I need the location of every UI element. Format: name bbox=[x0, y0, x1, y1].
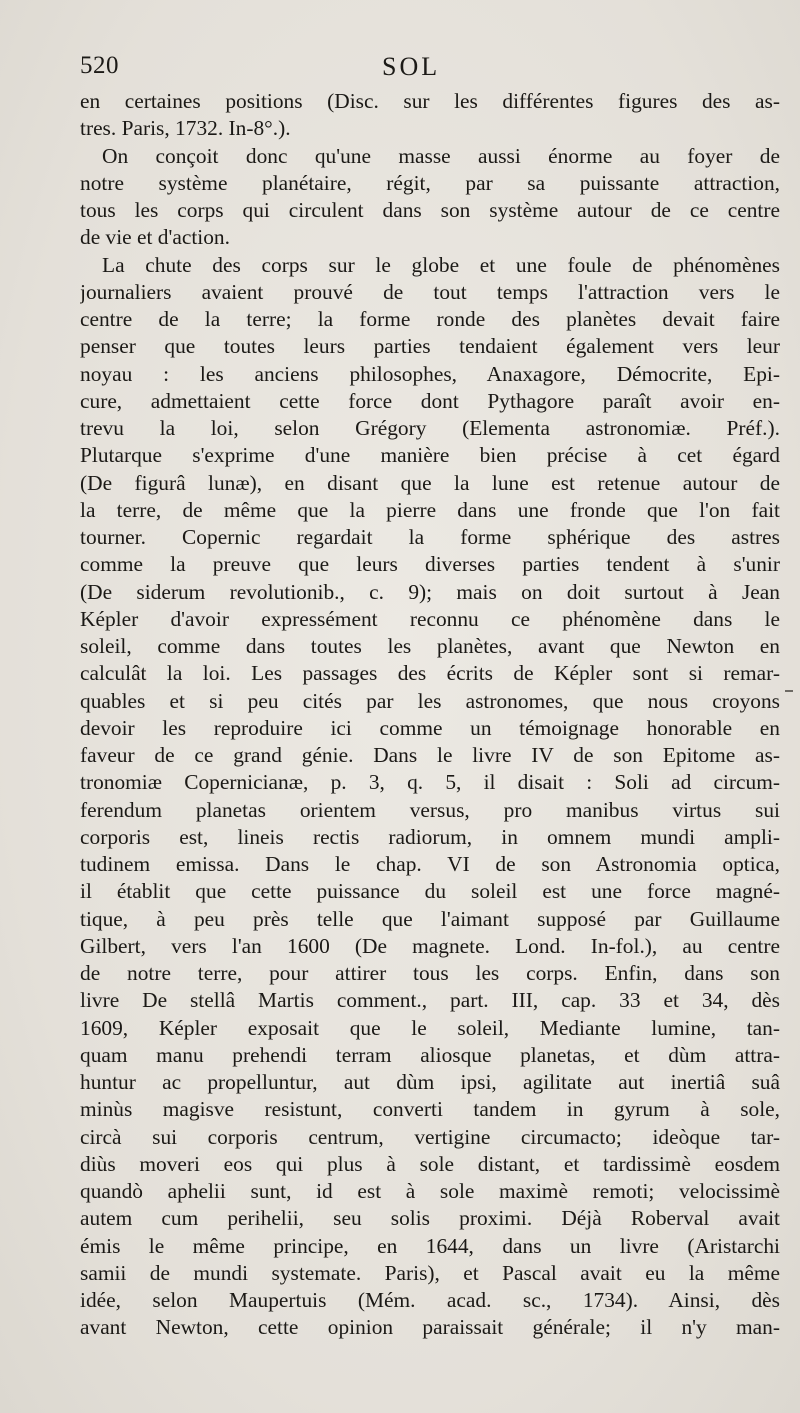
text-line: La chute des corps sur le globe et une foule de phénomènes bbox=[102, 252, 780, 277]
text-line: la terre, de même que la pierre dans une fronde que l'on fait bbox=[80, 497, 780, 522]
text-line: faveur de ce grand génie. Dans le livre IV de son Epitome as- bbox=[80, 743, 780, 767]
body-text bbox=[80, 88, 780, 1342]
text-line: minùs magisve resistunt, converti tandem in gyrum à sole, bbox=[80, 1097, 780, 1122]
text-line: de vie et d'action. bbox=[80, 225, 230, 250]
text-line: autem cum perihelii, seu solis proximi. Déjà Roberval avait bbox=[80, 1206, 780, 1231]
text-line: trevu la loi, selon Grégory (Elementa astronomiæ. Préf.). bbox=[80, 416, 780, 440]
text-line: centre de la terre; la forme ronde des planètes devait faire bbox=[80, 307, 780, 331]
text-line: tres. Paris, 1732. In-8°.). bbox=[80, 116, 291, 141]
text-line: circà sui corporis centrum, vertigine circumacto; ideòque tar- bbox=[80, 1124, 780, 1149]
text-line: samii de mundi systemate. Paris), et Pascal avait eu la même bbox=[80, 1260, 780, 1285]
text-line: On conçoit donc qu'une masse aussi énorme au foyer de bbox=[102, 143, 780, 168]
text-line: idée, selon Maupertuis (Mém. acad. sc., 1734). Ainsi, dès bbox=[80, 1288, 780, 1312]
text-line: il établit que cette puissance du soleil est une force magné- bbox=[80, 879, 780, 904]
paragraph-3 bbox=[80, 252, 780, 1342]
text-line: diùs moveri eos qui plus à sole distant, et tardissimè eosdem bbox=[80, 1151, 780, 1176]
text-line: tous les corps qui circulent dans son système autour de ce centre bbox=[80, 198, 780, 222]
text-line: quandò aphelii sunt, id est à sole maximè remoti; velocissimè bbox=[80, 1179, 780, 1203]
text-line: émis le même principe, en 1644, dans un livre (Aristarchi bbox=[80, 1233, 780, 1258]
text-line: (De figurâ lunæ), en disant que la lune est retenue autour de bbox=[80, 470, 780, 495]
paragraph-2 bbox=[80, 143, 780, 252]
text-line: en certaines positions (Disc. sur les différentes figures des as- bbox=[80, 89, 780, 113]
text-line: huntur ac propelluntur, aut dùm ipsi, agilitate aut inertiâ suâ bbox=[80, 1070, 780, 1094]
paragraph-1 bbox=[80, 88, 780, 143]
text-line: quam manu prehendi terram aliosque planetas, et dùm attra- bbox=[80, 1042, 780, 1067]
text-line: notre système planétaire, régit, par sa puissante attraction, bbox=[80, 170, 780, 195]
running-title: SOL bbox=[382, 52, 441, 81]
text-line: tique, à peu près telle que l'aimant supposé par Guillaume bbox=[80, 906, 780, 931]
text-line: devoir les reproduire ici comme un témoignage honorable en bbox=[80, 715, 780, 740]
text-line: quables et si peu cités par les astronomes, que nous croyons bbox=[80, 688, 780, 713]
text-line: de notre terre, pour attirer tous les corps. Enfin, dans son bbox=[80, 961, 780, 985]
text-line: journaliers avaient prouvé de tout temps l'attraction vers le bbox=[80, 279, 780, 304]
text-line: Gilbert, vers l'an 1600 (De magnete. Lond. In-fol.), au centre bbox=[80, 933, 780, 958]
text-line: Plutarque s'exprime d'une manière bien précise à cet égard bbox=[80, 443, 780, 468]
text-line: noyau : les anciens philosophes, Anaxagore, Démocrite, Epi- bbox=[80, 361, 780, 386]
margin-mark bbox=[785, 690, 793, 692]
text-line: soleil, comme dans toutes les planètes, avant que Newton en bbox=[80, 634, 780, 658]
text-line: tudinem emissa. Dans le chap. VI de son Astronomia optica, bbox=[80, 852, 780, 876]
text-line: 1609, Képler exposait que le soleil, Mediante lumine, tan- bbox=[80, 1015, 780, 1040]
text-line: tourner. Copernic regardait la forme sphérique des astres bbox=[80, 525, 780, 549]
running-head bbox=[80, 52, 780, 88]
text-line: comme la preuve que leurs diverses parties tendent à s'unir bbox=[80, 552, 780, 577]
text-line: cure, admettaient cette force dont Pythagore paraît avoir en- bbox=[80, 388, 780, 413]
text-line: calculât la loi. Les passages des écrits de Képler sont si remar- bbox=[80, 661, 780, 686]
text-line: livre De stellâ Martis comment., part. III, cap. 33 et 34, dès bbox=[80, 988, 780, 1013]
text-line: corporis est, lineis rectis radiorum, in omnem mundi ampli- bbox=[80, 824, 780, 849]
text-line: tronomiæ Copernicianæ, p. 3, q. 5, il disait : Soli ad circum- bbox=[80, 770, 780, 795]
text-line: avant Newton, cette opinion paraissait générale; il n'y man- bbox=[80, 1315, 780, 1340]
text-line: Képler d'avoir expressément reconnu ce phénomène dans le bbox=[80, 606, 780, 631]
text-line: ferendum planetas orientem versus, pro manibus virtus sui bbox=[80, 797, 780, 822]
page-number: 520 bbox=[80, 52, 119, 79]
text-line: penser que toutes leurs parties tendaient également vers leur bbox=[80, 334, 780, 359]
text-line: (De siderum revolutionib., c. 9); mais on doit surtout à Jean bbox=[80, 579, 780, 604]
